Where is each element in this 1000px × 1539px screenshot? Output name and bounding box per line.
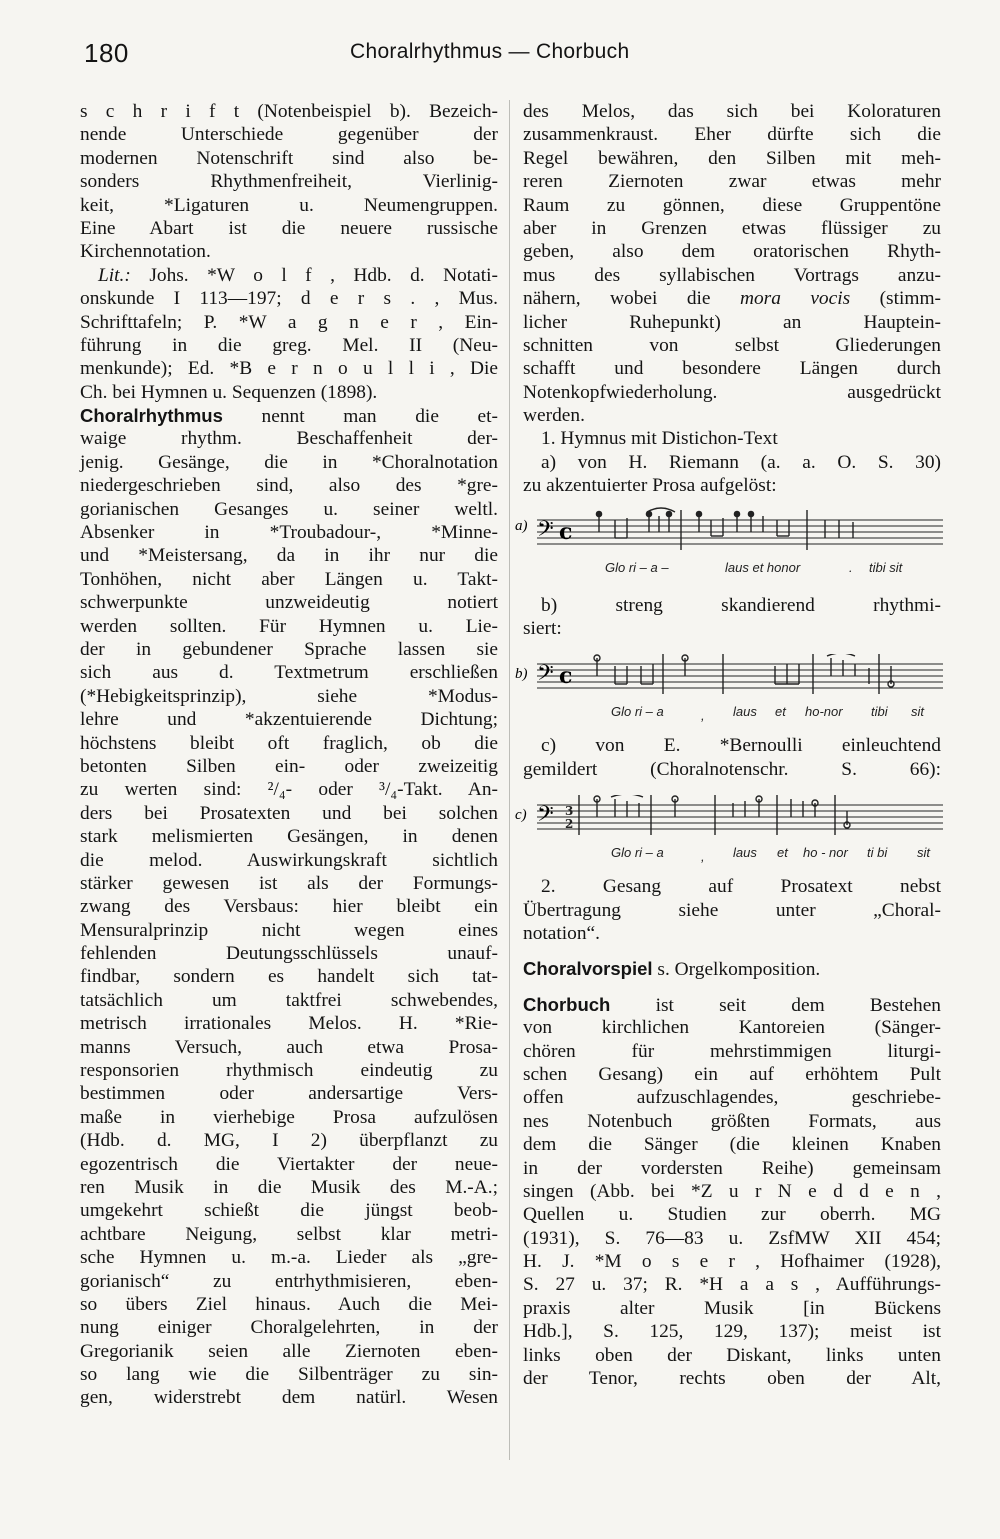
text-line: Übertragung siehe unter „Choral-: [523, 899, 941, 921]
text-line: der in gebundener Sprache lassen sie: [80, 638, 498, 660]
lyrics-c: [611, 845, 931, 864]
text-line: Gregorianik seien alle Ziernoten eben-: [80, 1340, 498, 1362]
text-line: 2. Gesang auf Prosatext nebst: [541, 876, 941, 898]
text-line: modernen Notenschrift sind also be-: [80, 147, 498, 169]
literature-line: onskunde I 113—197; d e r s . , Mus.: [80, 288, 498, 310]
common-time-icon: c: [559, 518, 573, 545]
svg-text:Glo ri – a –: Glo ri – a –: [605, 559, 669, 575]
svg-text:,: ,: [701, 708, 705, 724]
svg-text:laus: laus: [733, 704, 757, 720]
text-line: H. J. *M o s e r , Hofhaimer (1928),: [523, 1251, 941, 1273]
text-line: keit, *Ligaturen u. Neumengruppen.: [80, 194, 498, 216]
text-line: nung einiger Choralgelehrten, in der: [80, 1317, 498, 1339]
staff-lines: [537, 805, 943, 832]
text-line: ders bei Prosatexten und bei solchen: [80, 802, 498, 824]
svg-text:3: 3: [565, 804, 574, 819]
text-line: maße in vierhebige Prosa aufzulösen: [80, 1106, 498, 1128]
svg-text:laus et honor: laus et honor: [725, 559, 801, 575]
text-line: lehre und *akzentuierende Dichtung;: [80, 709, 498, 731]
staff-lines: [537, 664, 943, 688]
staff-a: [515, 506, 955, 586]
text-line: S. 27 u. 37; R. *H a a s , Aufführungs-: [523, 1274, 941, 1296]
text-line: in der vordersten Reihe) gemeinsam: [523, 1157, 941, 1179]
text-line: metrisch irrationales Melos. H. *Rie-: [80, 1013, 498, 1035]
text-line: Kirchennotation.: [80, 241, 211, 263]
text-line: b) streng skandierend rhythmi-: [541, 594, 941, 616]
svg-text:Glo ri – a: Glo ri – a: [611, 704, 664, 720]
example-label: c): [515, 807, 527, 824]
svg-text:ho-nor: ho-nor: [805, 704, 843, 720]
text-line: singen (Abb. bei *Z u r N e d d e n ,: [523, 1180, 941, 1202]
lit-label: Lit.:: [98, 264, 131, 286]
literature-line: [80, 264, 498, 287]
text-line: zusammenkraust. Eher dürfte sich die: [523, 124, 941, 146]
text-line: der Tenor, rechts oben der Alt,: [523, 1368, 941, 1390]
svg-text:ti bi: ti bi: [867, 845, 888, 861]
text-line: zu akzentuierter Prosa aufgelöst:: [523, 475, 777, 497]
text-line: gen, widerstrebt dem natürl. Wesen: [80, 1387, 498, 1409]
text-line: reren Ziernoten zwar etwas mehr: [523, 171, 941, 193]
text-line: umgekehrt schießt die jüngst beob-: [80, 1200, 498, 1222]
svg-text:laus: laus: [733, 845, 757, 861]
svg-text:sit: sit: [911, 704, 924, 720]
entry-chorbuch: Chorbuch ist seit dem Bestehen: [523, 993, 941, 1016]
svg-text:et: et: [775, 704, 786, 720]
text-line: gemildert (Choralnotenschr. S. 66):: [523, 758, 941, 780]
music-example-b: [515, 654, 955, 734]
common-time-icon: c: [559, 663, 573, 690]
text-line: von kirchlichen Kantoreien (Sänger-: [523, 1017, 941, 1039]
text-line: Notenkopfwiederholung. ausgedrückt: [523, 381, 941, 403]
text-line: nes Notenbuch größten Formats, aus: [523, 1110, 941, 1132]
text-line: Regel bewähren, den Silben mit meh-: [523, 147, 941, 169]
staff-c: [515, 795, 955, 875]
text-line: schwerpunkte unzweideutig notiert: [80, 592, 498, 614]
staff-b: [515, 654, 955, 734]
text-line: gorianischen Gesanges u. seiner weltl.: [80, 498, 498, 520]
lemma-choralvorspiel: Choralvorspiel: [523, 958, 653, 980]
page-header: [0, 38, 1000, 78]
text-line: (1931), S. 76—83 u. ZsfMW XII 454;: [523, 1227, 941, 1249]
left-column: [80, 100, 498, 1410]
text-line: (*Hebigkeitsprinzip), siehe *Modus-: [80, 685, 498, 707]
bass-clef-icon: 𝄢: [537, 661, 554, 692]
text-line: sche Hymnen u. m.-a. Lieder als „gre-: [80, 1247, 498, 1269]
svg-text:sit: sit: [917, 845, 930, 861]
text-line: nähern, wobei die mora vocis (stimm-: [523, 288, 941, 310]
choralrhythmus-body: [80, 427, 498, 1409]
text-line: betonten Silben ein- oder zweizeitig: [80, 755, 498, 777]
right-mid-text: [523, 311, 941, 428]
svg-text:ho - nor: ho - nor: [803, 845, 848, 861]
text-line: jenig. Gesänge, die in *Choralnotation: [80, 451, 498, 473]
text-line: ren Musik in die Musik des M.-A.;: [80, 1176, 498, 1198]
text-line: niedergeschrieben sind, also des *gre-: [80, 475, 498, 497]
text-line: s c h r i f t (Notenbeispiel b). Bezeich-: [80, 101, 498, 122]
text-line: chören für mehrstimmigen liturgi-: [523, 1040, 941, 1062]
music-example-c: [515, 795, 955, 875]
hymnus-heading: 1. Hymnus mit Distichon-Text: [541, 428, 778, 450]
example-label: b): [515, 666, 528, 683]
text-line: mus des syllabischen Vortrags anzu-: [523, 264, 941, 286]
text-line: links oben der Diskant, links unten: [523, 1344, 941, 1366]
text-line: waige rhythm. Beschaffenheit der-: [80, 428, 498, 450]
text-line: c) von E. *Bernoulli einleuchtend: [541, 735, 941, 757]
text-line: Mensuralprinzip nicht wegen eines: [80, 919, 498, 941]
text-line: zu werten sind: ²/₄- oder ³/₄-Takt. An-: [80, 779, 498, 801]
text-line: die melod. Auswirkungskraft sichtlich: [80, 849, 498, 871]
text-line: schafft und besondere Längen durch: [523, 358, 941, 380]
text-line: sonders Rhythmenfreiheit, Vierlinig-: [80, 171, 498, 193]
lemma-choralrhythmus: Choralrhythmus: [80, 405, 223, 427]
text-line: aber in Grenzen etwas flüssiger zu: [523, 217, 941, 239]
right-top-text: [523, 100, 941, 287]
lyrics-a: [605, 560, 904, 575]
text-line: stark melismierten Gesängen, in denen: [80, 826, 498, 848]
text-line: a) von H. Riemann (a. a. O. S. 30): [541, 451, 941, 473]
text-line: stärker gewesen ist als der Formungs-: [80, 872, 498, 894]
text-line: sich aus d. Textmetrum erschließen: [80, 662, 498, 684]
bass-clef-icon: 𝄢: [537, 516, 554, 547]
svg-text:Glo ri – a: Glo ri – a: [611, 845, 664, 861]
bass-clef-icon: 𝄢: [537, 802, 554, 833]
text-line: praxis alter Musik [in Bückens: [523, 1297, 941, 1319]
text-line: notation“.: [523, 922, 601, 944]
text-line: Absenker in *Troubadour-, *Minne-: [80, 522, 498, 544]
text-line: (Hdb. d. MG, I 2) überpflanzt zu: [80, 1130, 498, 1152]
literature-line: führung in die greg. Mel. II (Neu-: [80, 334, 498, 356]
staff-lines: [537, 520, 943, 544]
lit-text: Johs. *W o l f , Hdb. d. Notati-: [130, 264, 498, 286]
text-line: bestimmen oder andersartige Vers-: [80, 1083, 498, 1105]
svg-text:,: ,: [701, 849, 705, 865]
text-line: Tonhöhen, nicht aber Längen u. Takt-: [80, 568, 498, 590]
text-line: zwang des Versbaus: hier bleibt ein: [80, 896, 498, 918]
text-line: fehlenden Deutungsschlüssels unauf-: [80, 943, 498, 965]
text-line: so lang wie die Silbenträger zu sin-: [80, 1364, 498, 1386]
example-label: a): [515, 517, 528, 534]
text-line: werden.: [523, 405, 585, 427]
text-line: offen aufzuschlagendes, geschriebe-: [523, 1087, 941, 1109]
svg-text:tibi: tibi: [871, 704, 888, 720]
text-line: höchstens bleibt oft fraglich, ob die: [80, 732, 498, 754]
literature-line: Schrifttafeln; P. *W a g n e r , Ein-: [80, 311, 498, 333]
text-line: Hdb.], S. 125, 129, 137); meist ist: [523, 1321, 941, 1343]
text-line: werden sollten. Für Hymnen u. Lie-: [80, 615, 498, 637]
text-line: siert:: [523, 618, 562, 640]
page-number: 180: [84, 38, 129, 68]
text-line: Raum zu gönnen, diese Gruppentöne: [523, 194, 941, 216]
text-line: geben, also dem oratorischen Rhyth-: [523, 241, 941, 263]
column-divider: [509, 100, 510, 1460]
running-title: Choralrhythmus — Chorbuch: [350, 40, 630, 63]
svg-text:tibi sit: tibi sit: [869, 559, 903, 575]
entry-choralrhythmus: Choralrhythmus nennt man die et-: [80, 405, 498, 428]
text-line: achtbare Neigung, selbst klar metri-: [80, 1223, 498, 1245]
text-line: schnitten von selbst Gliederungen: [523, 334, 941, 356]
text-line: responsorien rhythmisch eindeutig zu: [80, 1060, 498, 1082]
chorbuch-body: [523, 1016, 941, 1390]
term-mora-vocis: mora vocis: [739, 288, 851, 310]
svg-text:et: et: [777, 845, 788, 861]
text-line: egozentrisch die Viertakter der neue-: [80, 1153, 498, 1175]
text-line: tatsächlich um taktfrei schwebendes,: [80, 989, 498, 1011]
lemma-chorbuch: Chorbuch: [523, 993, 611, 1015]
right-column: [515, 100, 941, 1390]
text-line: schen Gesang) ein auf erhöhtem Pult: [523, 1063, 941, 1085]
literature-line: Ch. bei Hymnen u. Sequenzen (1898).: [80, 381, 378, 403]
text-line: licher Ruhepunkt) an Hauptein-: [523, 311, 941, 333]
text-line: manns Versuch, auch etwa Prosa-: [80, 1036, 498, 1058]
text-line: Eine Abart ist die neuere russische: [80, 217, 498, 239]
entry-choralvorspiel: Choralvorspiel s. Orgelkomposition.: [523, 958, 821, 981]
text-line: und *Meistersang, da in ihr nur die: [80, 545, 498, 567]
music-example-a: [515, 506, 955, 586]
time-signature-icon: [565, 804, 573, 831]
text-line: so übers Ziel hinaus. Auch die Mei-: [80, 1293, 498, 1315]
text-line: findbar, sondern es handelt sich tat-: [80, 966, 498, 988]
text-line: dem die Sänger (die kleinen Knaben: [523, 1134, 941, 1156]
text-line: Quellen u. Studien zur oberrh. MG: [523, 1204, 941, 1226]
svg-text:2: 2: [565, 817, 574, 832]
text-line: des Melos, das sich bei Koloraturen: [523, 101, 941, 122]
literature-line: menkunde); Ed. *B e r n o u l l i , Die: [80, 358, 498, 380]
text-line: nende Unterschiede gegenüber der: [80, 124, 498, 146]
svg-text:.: .: [849, 559, 853, 575]
lyrics-b: [611, 704, 925, 723]
text-line: gorianisch“ zu entrhythmisieren, eben-: [80, 1270, 498, 1292]
